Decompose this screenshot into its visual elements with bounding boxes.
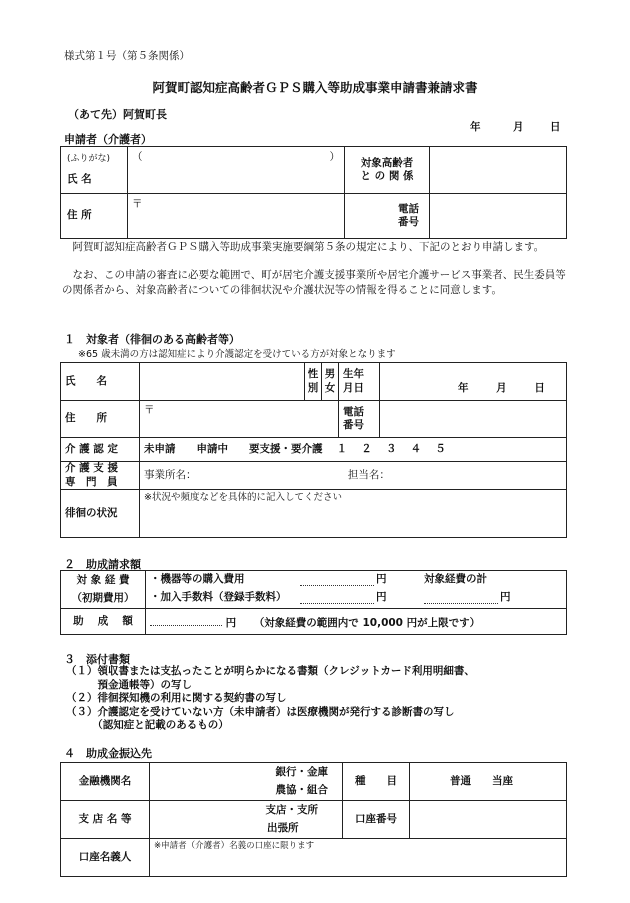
furigana-label: (ふりがな): [67, 153, 111, 164]
phone-label-line2: 番号: [398, 216, 419, 228]
account-number-field[interactable]: [410, 801, 567, 839]
yen-label: 円: [225, 616, 237, 629]
target-address-field[interactable]: [140, 401, 339, 438]
attachment-item: （認知症と記載のあるもの）: [66, 719, 229, 732]
target-phone-label: [339, 401, 380, 438]
cost-label-line2: （初期費用）: [71, 591, 135, 604]
date-month: 月: [513, 121, 524, 133]
address-label: 住 所: [61, 194, 128, 239]
relation-label-line2: と の 関 係: [360, 170, 414, 182]
section2-heading: ２ 助成請求額: [64, 558, 141, 571]
care-manager-label-line2: 専 門 員: [65, 475, 118, 488]
phone-label: [345, 194, 430, 239]
purchase-cost-label: ・機器等の購入費用: [150, 572, 245, 585]
date-day: 日: [550, 121, 561, 133]
grant-amount-input[interactable]: [150, 613, 222, 626]
bank-name-label: 金融機関名: [61, 763, 150, 801]
account-type-label: 種 目: [343, 763, 410, 801]
attachments-list: [66, 665, 475, 733]
attachment-item: （２）徘徊探知機の利用に関する契約書の写し: [66, 692, 287, 705]
attachment-item: （３）介護認定を受けていない方（未申請者）は医療機関が発行する診断書の写し: [66, 705, 455, 718]
applicant-table: [60, 146, 567, 239]
cost-label-line1: 対 象 経 費: [76, 574, 130, 587]
applicant-name-label-cell: [61, 147, 128, 194]
phone-label-line2: 番号: [343, 419, 364, 431]
sex-options[interactable]: [322, 363, 339, 401]
phone-label-line1: 電話: [343, 405, 364, 418]
yen-label: 円: [376, 590, 387, 603]
cost-label: [61, 571, 146, 609]
sex-female[interactable]: 女: [324, 381, 336, 394]
name-label: 氏 名: [67, 173, 92, 186]
postal-mark: 〒: [132, 198, 143, 210]
person-in-charge-label: 担当名：: [347, 468, 390, 481]
account-holder-label: 口座名義人: [61, 839, 150, 877]
bank-type-line2: 農協・組合: [275, 783, 328, 796]
account-holder-field[interactable]: [150, 839, 567, 877]
target-name-label: 氏 名: [61, 363, 140, 401]
form-number: 様式第１号（第５条関係）: [64, 50, 190, 62]
birth-label: [339, 363, 380, 401]
grant-note: （対象経費の範囲内で 10,000 円が上限です）: [253, 616, 481, 629]
sex-label: [305, 363, 322, 401]
care-manager-field[interactable]: [140, 462, 567, 490]
branch-type-line2: 出張所: [267, 821, 299, 834]
section3-heading: ３ 添付書類: [64, 653, 130, 666]
attachment-item: 預金通帳等）の写し: [66, 678, 192, 691]
wandering-note: ※状況や頻度などを具体的に記入してください: [144, 492, 342, 503]
attachment-item: （１）領収書または支払ったことが明らかになる書類（クレジットカード利用明細書、: [66, 665, 475, 677]
relation-label-line1: 対象高齢者: [360, 156, 414, 169]
birth-label-line2: 月日: [343, 381, 364, 394]
care-cert-label: 介 護 認 定: [61, 438, 140, 462]
care-cert-options[interactable]: 未申請 申請中 要支援・要介護 １ ２ ３ ４ ５: [140, 438, 567, 462]
applicant-heading: 申請者（介護者）: [64, 133, 152, 146]
intro-paragraph-2: なお、この申請の審査に必要な範囲で、町が居宅介護支援事業所や居宅介護サービス事業者、民生委員等の関係者から、対象高齢者についての徘徊状況や介護状況等の情報を得ることに同意します。: [62, 269, 566, 296]
paren-open: （: [132, 151, 143, 163]
account-number-label: 口座番号: [343, 801, 410, 839]
yen-label: 円: [376, 572, 387, 585]
branch-type-line1: 支店・支所: [265, 804, 318, 817]
birth-year: 年: [458, 381, 469, 394]
care-manager-label-line1: 介 護 支 援: [65, 462, 118, 475]
purchase-cost-input[interactable]: [300, 573, 374, 586]
sex-label-line2: 別: [307, 381, 319, 394]
section1-note: ※65 歳未満の方は認知症により介護認定を受けている方が対象となります: [78, 349, 396, 360]
applicant-name-field[interactable]: [128, 147, 345, 194]
sex-label-line1: 性: [307, 368, 319, 381]
birth-label-line1: 生年: [343, 368, 364, 381]
account-holder-note: ※申請者（介護者）名義の口座に限ります: [154, 841, 315, 851]
applicant-phone-field[interactable]: [430, 194, 567, 239]
addressee: （あて先）阿賀町長: [68, 108, 167, 121]
section4-heading: ４ 助成金振込先: [64, 747, 152, 760]
registration-fee-label: ・加入手数料（登録手数料）: [150, 590, 287, 603]
bank-transfer-table: [60, 762, 567, 877]
grant-amount-table: [60, 570, 567, 635]
target-address-label: 住 所: [61, 401, 140, 438]
target-phone-field[interactable]: [380, 401, 567, 438]
total-cost-input[interactable]: [424, 591, 498, 604]
bank-name-field[interactable]: [150, 763, 343, 801]
office-name-label: 事業所名：: [144, 468, 197, 481]
registration-fee-input[interactable]: [300, 591, 374, 604]
birth-date-field[interactable]: [380, 363, 567, 401]
wandering-label: 徘徊の状況: [61, 490, 140, 538]
total-cost-label: 対象経費の計: [424, 572, 487, 585]
target-person-table: [60, 362, 567, 538]
section1-heading: １ 対象者（徘徊のある高齢者等）: [64, 333, 240, 346]
account-type-options[interactable]: 普通 当座: [410, 763, 567, 801]
date-year: 年: [470, 121, 481, 133]
postal-mark: 〒: [144, 404, 155, 416]
relation-field[interactable]: [430, 147, 567, 194]
care-manager-label: [61, 462, 140, 490]
bank-type-line1: 銀行・金庫: [275, 766, 328, 779]
target-name-field[interactable]: [140, 363, 305, 401]
intro-paragraph-1: 阿賀町認知症高齢者ＧＰＳ購入等助成事業実施要綱第５条の規定により、下記のとおり申請します。: [72, 241, 545, 253]
applicant-address-field[interactable]: [128, 194, 345, 239]
grant-label: 助 成 額: [61, 609, 146, 635]
birth-month: 月: [496, 381, 507, 394]
branch-label: 支 店 名 等: [61, 801, 150, 839]
sex-male[interactable]: 男: [324, 368, 336, 381]
grant-field[interactable]: [146, 609, 567, 635]
wandering-field[interactable]: [140, 490, 567, 538]
paren-close: ）: [329, 151, 340, 163]
phone-label-line1: 電話: [398, 202, 419, 215]
relation-label: [345, 147, 430, 194]
branch-field[interactable]: [150, 801, 343, 839]
page-title: 阿賀町認知症高齢者ＧＰＳ購入等助成事業申請書兼請求書: [152, 80, 478, 95]
birth-day: 日: [534, 381, 545, 394]
yen-label: 円: [500, 590, 511, 603]
cost-field[interactable]: [146, 571, 567, 609]
